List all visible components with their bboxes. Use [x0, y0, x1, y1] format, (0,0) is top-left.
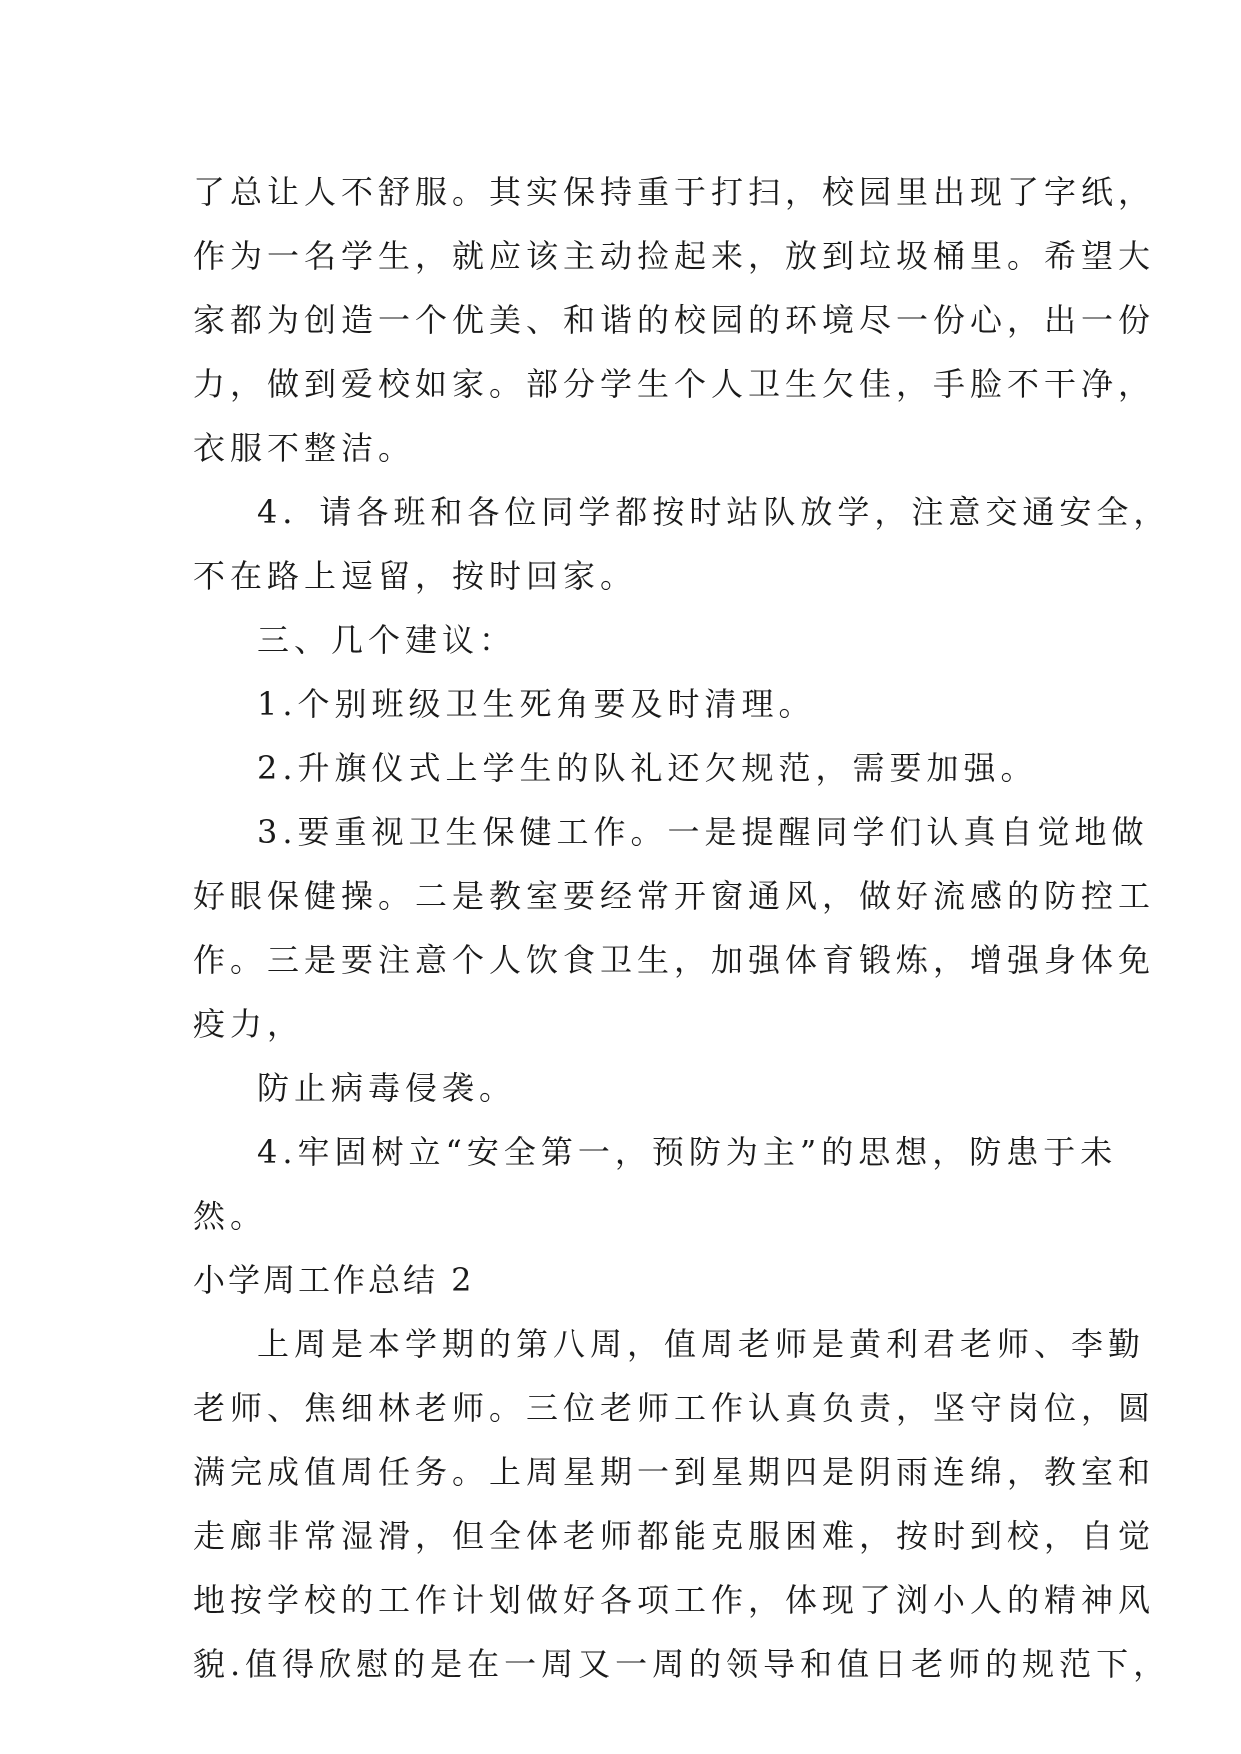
body-text-line: 然。: [193, 1197, 268, 1235]
document-title: 小学周工作总结 2: [193, 1261, 475, 1299]
section-heading: 三、几个建议：: [257, 621, 517, 659]
paragraph-start: 上周是本学期的第八周，值周老师是黄利君老师、李勤: [257, 1325, 1146, 1363]
body-text-line: 地按学校的工作计划做好各项工作，体现了浏小人的精神风: [193, 1581, 1156, 1619]
body-text-line: 了总让人不舒服。其实保持重于打扫，校园里出现了字纸，: [193, 173, 1156, 211]
body-text-line: 作。三是要注意个人饮食卫生，加强体育锻炼，增强身体免: [193, 941, 1156, 979]
body-text-line: 走廊非常湿滑，但全体老师都能克服困难，按时到校，自觉: [193, 1517, 1156, 1555]
document-body: [193, 160, 1171, 1696]
body-text-line: 衣服不整洁。: [193, 429, 416, 467]
body-text-line: 老师、焦细林老师。三位老师工作认真负责，坚守岗位，圆: [193, 1389, 1156, 1427]
suggestion-item-2: 2.升旗仪式上学生的队礼还欠规范，需要加强。: [257, 749, 1038, 787]
body-text-line: 好眼保健操。二是教室要经常开窗通风，做好流感的防控工: [193, 877, 1156, 915]
suggestion-item-3: 3.要重视卫生保健工作。一是提醒同学们认真自觉地做: [257, 813, 1149, 851]
body-text-line: 作为一名学生，就应该主动捡起来，放到垃圾桶里。希望大: [193, 237, 1156, 275]
list-item-4: 4．请各班和各位同学都按时站队放学，注意交通安全，: [257, 493, 1171, 531]
body-text-line: 满完成值周任务。上周星期一到星期四是阴雨连绵，教室和: [193, 1453, 1156, 1491]
body-text-line: 貌.值得欣慰的是在一周又一周的领导和值日老师的规范下，: [193, 1645, 1171, 1683]
suggestion-item-4: 4.牢固树立“安全第一，预防为主”的思想，防患于未: [257, 1133, 1118, 1171]
body-text-line: 防止病毒侵袭。: [257, 1069, 517, 1107]
suggestion-item-1: 1.个别班级卫生死角要及时清理。: [257, 685, 816, 723]
body-text-line: 力，做到爱校如家。部分学生个人卫生欠佳，手脸不干净，: [193, 365, 1156, 403]
body-text-line: 疫力，: [193, 1005, 305, 1043]
body-text-line: 家都为创造一个优美、和谐的校园的环境尽一份心，出一份: [193, 301, 1156, 339]
body-text-line: 不在路上逗留，按时回家。: [193, 557, 638, 595]
